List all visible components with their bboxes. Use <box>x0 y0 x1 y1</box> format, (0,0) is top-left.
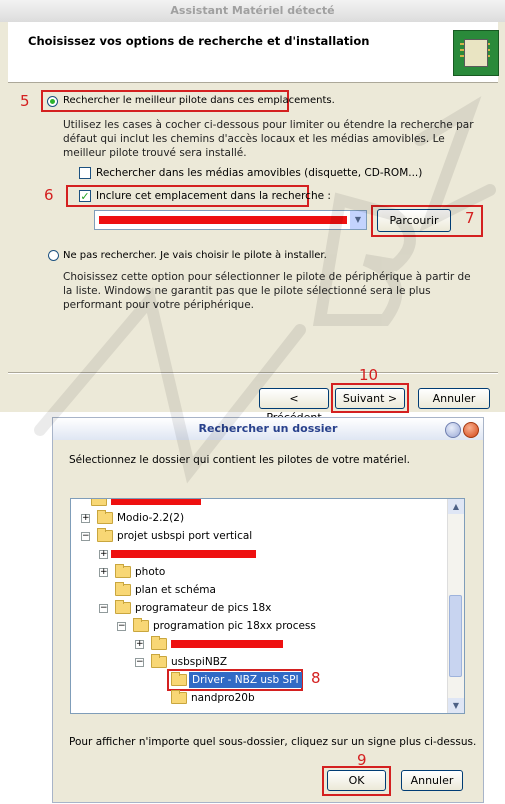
folder-icon <box>91 498 107 506</box>
collapse-icon[interactable]: − <box>118 621 126 631</box>
folder-tree[interactable] <box>70 498 465 714</box>
folder-icon <box>115 566 131 578</box>
wizard-heading: Choisissez vos options de recherche et d'installation <box>28 34 370 48</box>
redacted-label <box>111 550 256 558</box>
removable-media-label[interactable]: Rechercher dans les médias amovibles (disquette, CD-ROM...) <box>96 167 423 179</box>
tree-node-label: usbspiNBZ <box>171 656 228 668</box>
back-button[interactable]: < <box>259 388 329 409</box>
annotation-5: 5 <box>20 92 30 110</box>
tree-scrollbar[interactable] <box>447 499 464 713</box>
folder-icon <box>171 692 187 704</box>
close-icon[interactable] <box>463 422 479 438</box>
tree-node-label: projet usbspi port vertical <box>117 530 253 542</box>
tree-node-label: plan et schéma <box>135 584 216 596</box>
tree-node-programmation[interactable] <box>117 617 337 635</box>
browse-button[interactable]: Parcourir <box>377 209 451 232</box>
removable-media-checkbox[interactable] <box>79 167 91 179</box>
wizard-cancel-button[interactable]: Annuler <box>418 388 490 409</box>
dialog-instruction: Sélectionnez le dossier qui contient les pilotes de votre matériel. <box>69 454 410 466</box>
annotation-7: 7 <box>465 209 475 227</box>
annotation-8: 8 <box>311 669 321 687</box>
tree-node-label: photo <box>135 566 166 578</box>
wizard-header <box>8 22 498 83</box>
scrollbar-thumb[interactable] <box>449 595 462 677</box>
scroll-down-icon[interactable]: ▼ <box>448 698 464 713</box>
folder-open-icon <box>133 620 149 632</box>
include-location-label[interactable]: Inclure cet emplacement dans la recherche : <box>96 190 331 202</box>
dialog-titlebar: Rechercher un dossier <box>53 418 483 440</box>
tree-node-label: programateur de pics 18x <box>135 602 272 614</box>
no-search-option-radio[interactable] <box>48 250 59 261</box>
folder-icon <box>97 512 113 524</box>
collapse-icon[interactable]: − <box>100 603 108 613</box>
dialog-footer-text: Pour afficher n'importe quel sous-dossier, cliquez sur un signe plus ci-dessus. <box>69 736 477 748</box>
redacted-label <box>171 640 283 648</box>
tree-node-photo[interactable] <box>99 563 259 581</box>
tree-node-plan[interactable] <box>99 581 259 599</box>
tree-node-label: Driver - NBZ usb SPI <box>189 672 302 688</box>
folder-open-icon <box>171 674 187 686</box>
annotation-6: 6 <box>44 186 54 204</box>
next-button[interactable]: Suivant > <box>335 388 405 409</box>
tree-node-label: Modio-2.2(2) <box>117 512 185 524</box>
location-path-combobox[interactable] <box>94 210 367 230</box>
tree-node-nandpro[interactable] <box>171 689 301 707</box>
tree-node-modio[interactable] <box>81 509 281 527</box>
no-search-option-description: Choisissez cette option pour sélectionner le pilote de périphérique à partir de la liste. Windows ne garantit pas que le pilote sélectionné sera le plus performant pour votre périphérique. <box>63 271 471 311</box>
include-location-checkbox[interactable]: ✓ <box>80 190 90 203</box>
expand-icon[interactable]: + <box>136 639 144 649</box>
annotation-10: 10 <box>359 366 379 384</box>
no-search-option-label[interactable]: Ne pas rechercher. Je vais choisir le pilote à installer. <box>63 250 327 261</box>
annotation-9: 9 <box>357 751 367 769</box>
scroll-up-icon[interactable]: ▲ <box>448 499 464 514</box>
folder-open-icon <box>97 530 113 542</box>
expand-icon[interactable]: + <box>100 567 108 577</box>
hardware-board-icon <box>453 30 499 76</box>
redacted-label <box>111 498 201 505</box>
expand-icon[interactable]: + <box>100 549 108 559</box>
tree-node-label: nandpro20b <box>191 692 255 704</box>
tree-node-label: programation pic 18xx process <box>153 620 316 632</box>
tree-node-driver-selected[interactable] <box>171 671 301 689</box>
chevron-down-icon[interactable]: ▼ <box>350 211 366 229</box>
search-option-radio[interactable] <box>47 96 58 107</box>
wizard-titlebar: Assistant Matériel détecté <box>0 0 505 22</box>
search-option-description: Utilisez les cases à cocher ci-dessous pour limiter ou étendre la recherche par défaut qui inclut les chemins d'accès locaux et les médias amovibles. Le meilleur pilote trouvé sera installé. <box>63 119 474 159</box>
redacted-path <box>99 216 347 224</box>
folder-icon <box>151 638 167 650</box>
folder-open-icon <box>115 602 131 614</box>
tree-node-programmateur[interactable] <box>99 599 299 617</box>
dialog-cancel-button[interactable]: Annuler <box>401 770 463 791</box>
tree-node-redacted-2[interactable] <box>99 545 259 563</box>
collapse-icon[interactable]: − <box>136 657 144 667</box>
help-icon[interactable] <box>445 422 461 438</box>
tree-node-redacted-top[interactable] <box>91 498 211 509</box>
tree-node-redacted-3[interactable] <box>135 635 295 653</box>
search-option-label[interactable]: Rechercher le meilleur pilote dans ces emplacements. <box>63 95 335 106</box>
ok-button[interactable]: OK <box>327 770 386 791</box>
folder-open-icon <box>151 656 167 668</box>
tree-node-projet[interactable] <box>81 527 281 545</box>
collapse-icon[interactable]: − <box>82 531 90 541</box>
wizard-separator <box>8 372 498 374</box>
expand-icon[interactable]: + <box>82 513 90 523</box>
folder-icon <box>115 584 131 596</box>
browse-folder-dialog <box>52 417 484 803</box>
